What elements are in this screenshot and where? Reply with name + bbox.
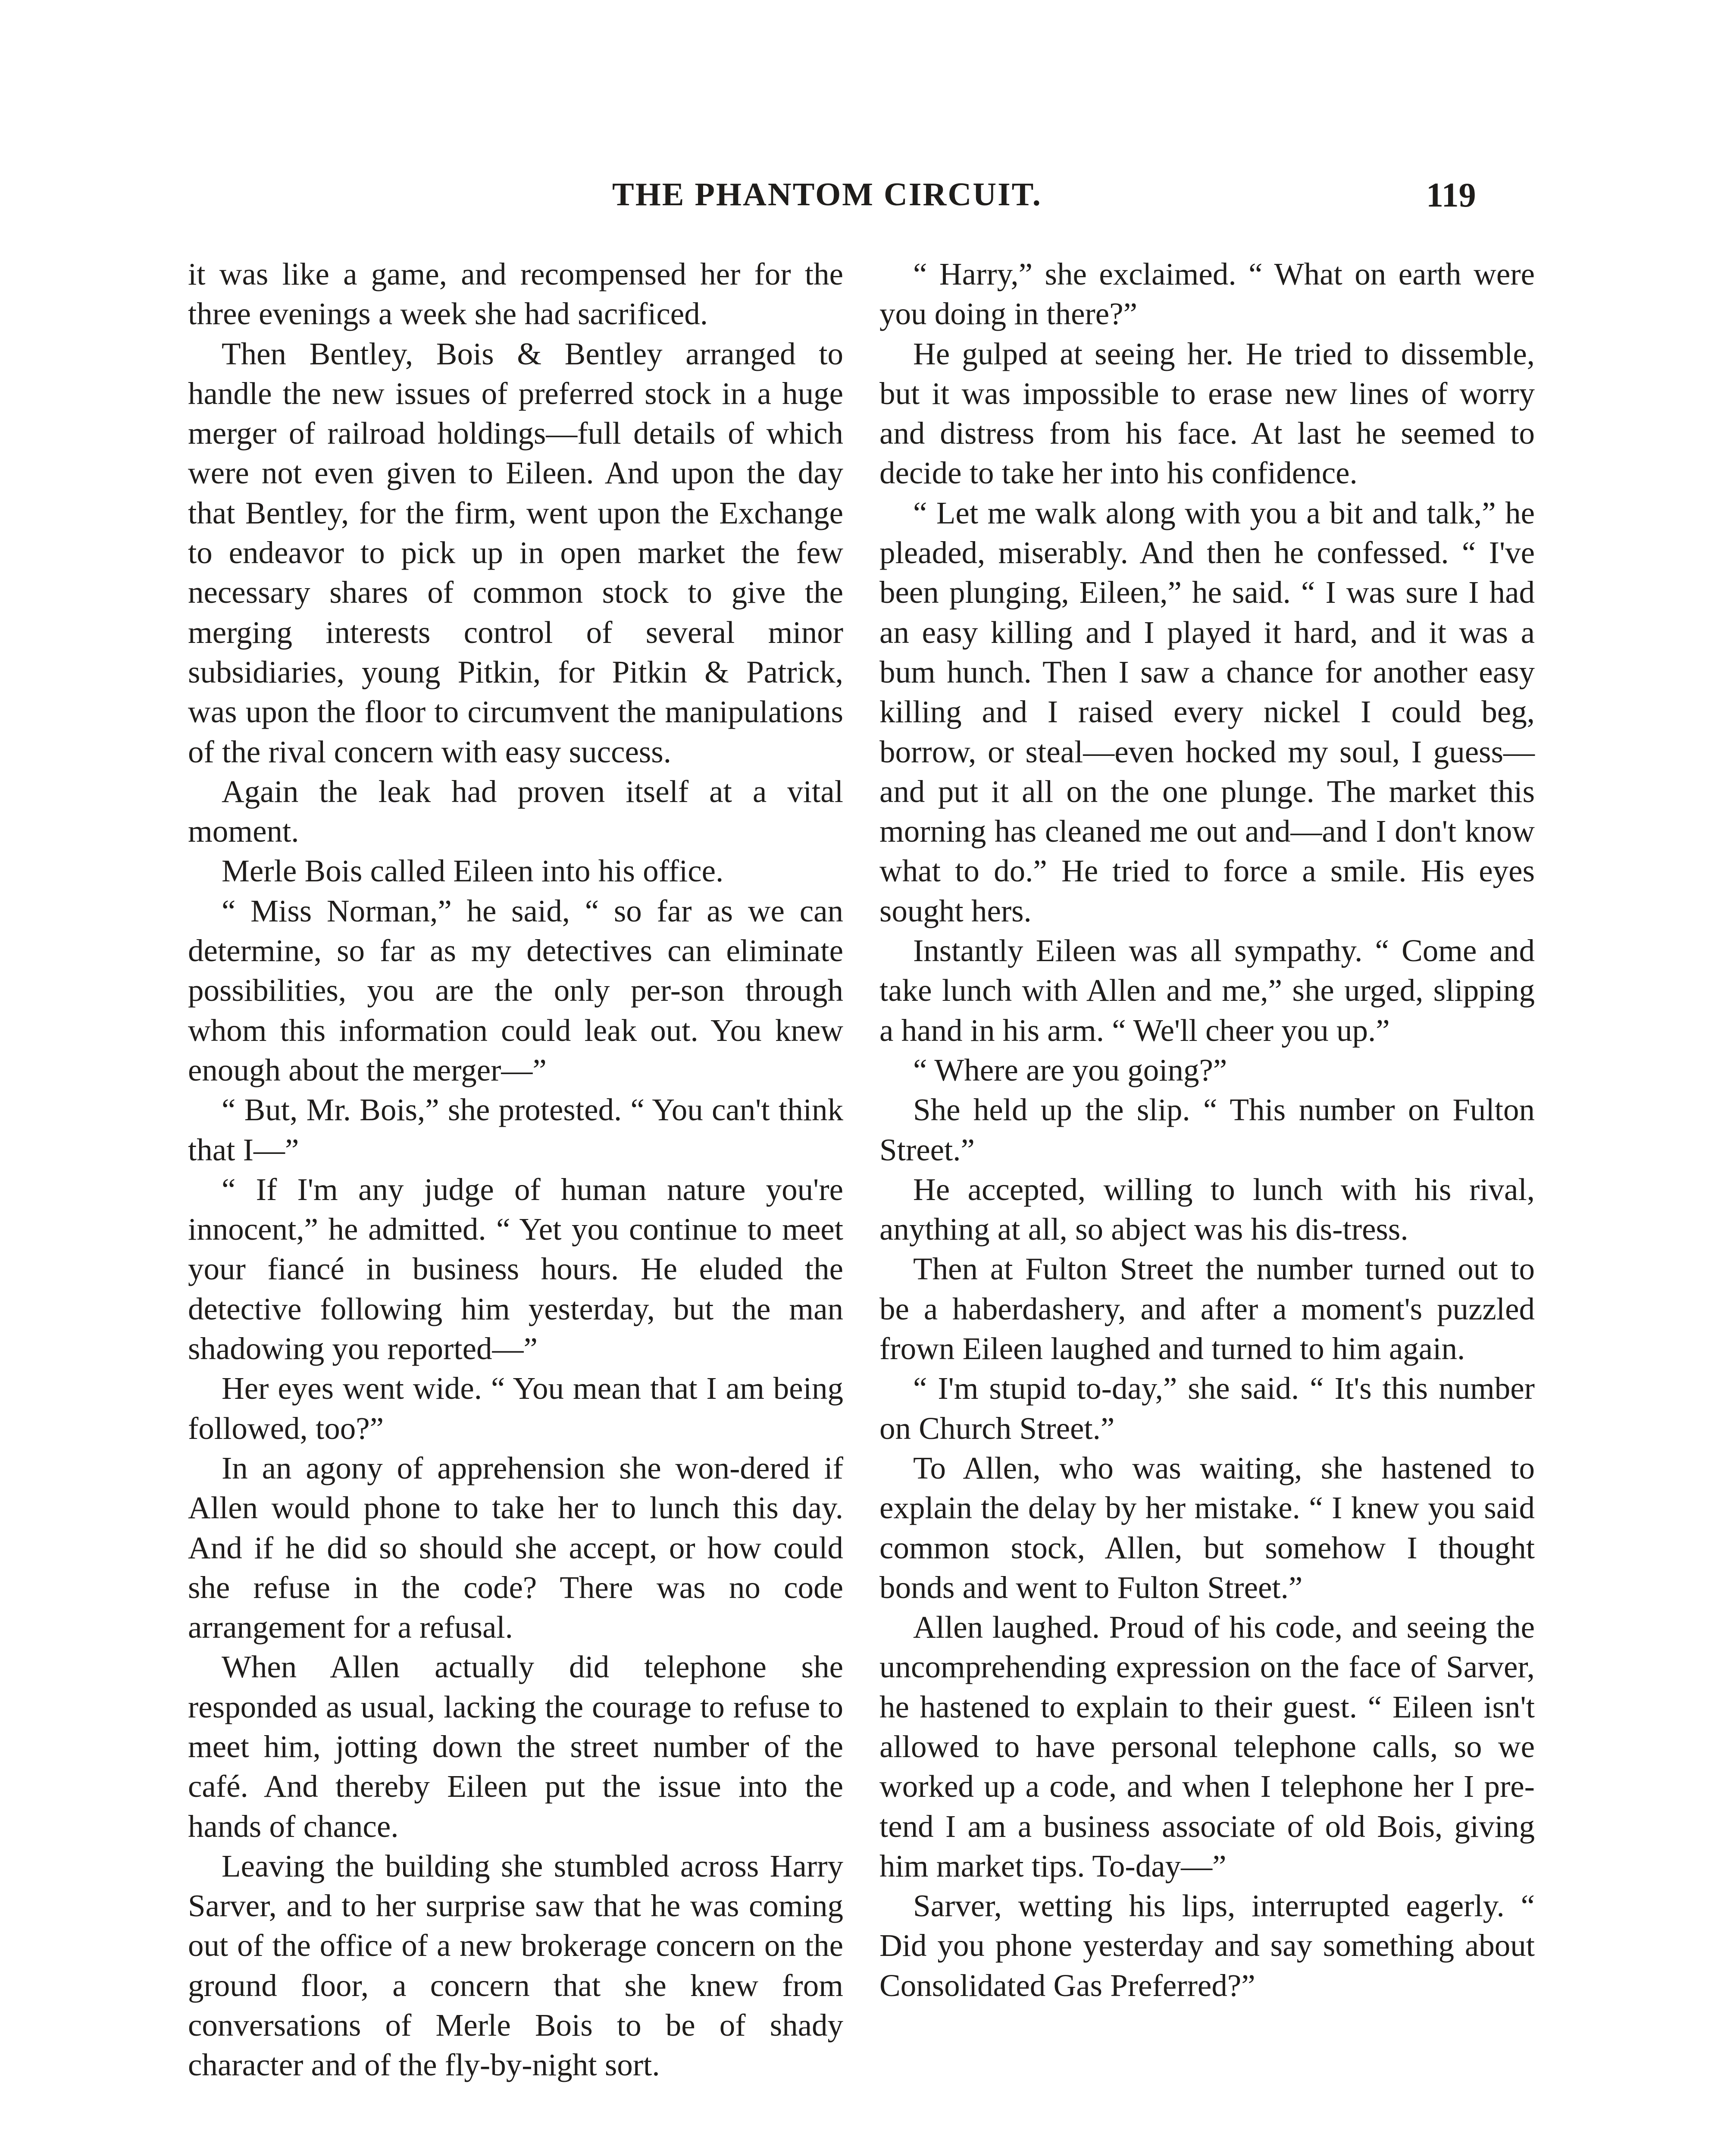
- paragraph: Then Bentley, Bois & Bentley arranged to handle the new issues of preferred stock in a huge merger of railroad holdings—full details of which were not even given to Eileen. And upon the day that Bentley, for the firm, went upon the Exchange to endeavor to pick up in open market the few necessary shares of common stock to give the merging interests control of several minor subsidiaries, young Pitkin, for Pitkin & Patrick, was upon the floor to circumvent the manipulations of the rival concern with easy success.: [188, 336, 843, 769]
- paragraph: When Allen actually did telephone she responded as usual, lacking the courage to refuse to meet him, jotting down the street number of the café. And thereby Eileen put the issue into the hands of chance.: [188, 1649, 843, 1844]
- paragraph: “ If I'm any judge of human nature you're innocent,” he admitted. “ Yet you continue to meet your fiancé in business hours. He eluded the detective following him yesterday, but the man shadowing you reported—”: [188, 1172, 843, 1366]
- paragraph: it was like a game, and recompensed her for the three evenings a week she had sacrificed.: [188, 257, 843, 332]
- paragraph: Allen laughed. Proud of his code, and seeing the uncomprehending expression on the face of Sarver, he hastened to explain to their guest. “ Eileen isn't allowed to have personal telephone calls, so we worked up a code, and when I telephone her I pre-tend I am a business associate of old Bois, giving him market tips. To-day—”: [879, 1610, 1535, 1883]
- right-column: [879, 254, 1535, 2006]
- paragraph: To Allen, who was waiting, she hastened to explain the delay by her mistake. “ I knew you said common stock, Allen, but somehow I thought bonds and went to Fulton Street.”: [879, 1450, 1535, 1605]
- paragraph: “ I'm stupid to-day,” she said. “ It's this number on Church Street.”: [879, 1371, 1535, 1446]
- paragraph: Leaving the building she stumbled across Harry Sarver, and to her surprise saw that he was coming out of the office of a new brokerage concern on the ground floor, a concern that she knew from conversations of Merle Bois to be of shady character and of the fly-by-night sort.: [188, 1848, 843, 2083]
- paragraph: “ But, Mr. Bois,” she protested. “ You can't think that I—”: [188, 1092, 843, 1167]
- paragraph: “ Miss Norman,” he said, “ so far as we can determine, so far as my detectives can eliminate possibilities, you are the only per-son through whom this information could leak out. You knew enough about the merger—”: [188, 893, 843, 1087]
- paragraph: Her eyes went wide. “ You mean that I am being followed, too?”: [188, 1371, 843, 1446]
- paragraph: “ Where are you going?”: [913, 1052, 1227, 1087]
- paragraph: Again the leak had proven itself at a vital moment.: [188, 774, 843, 849]
- paragraph: Merle Bois called Eileen into his office.: [222, 853, 724, 889]
- paragraph: He gulped at seeing her. He tried to dissemble, but it was impossible to erase new lines of worry and distress from his face. At last he seemed to decide to take her into his confidence.: [879, 336, 1535, 491]
- paragraph: In an agony of apprehension she won-dered if Allen would phone to take her to lunch this day. And if he did so should she accept, or how could she refuse in the code? There was no code arrangement for a refusal.: [188, 1450, 843, 1645]
- paragraph: “ Harry,” she exclaimed. “ What on earth were you doing in there?”: [879, 257, 1535, 332]
- paragraph: He accepted, willing to lunch with his rival, anything at all, so abject was his dis-tress.: [879, 1172, 1535, 1247]
- paragraph: “ Let me walk along with you a bit and talk,” he pleaded, miserably. And then he confessed. “ I've been plunging, Eileen,” he said. “ I was sure I had an easy killing and I played it hard, and it was a bum hunch. Then I saw a chance for another easy killing and I raised every nickel I could beg, borrow, or steal—even hocked my soul, I guess—and put it all on the one plunge. The market this morning has cleaned me out and—and I don't know what to do.” He tried to force a smile. His eyes sought hers.: [879, 495, 1535, 928]
- paragraph: Sarver, wetting his lips, interrupted eagerly. “ Did you phone yesterday and say something about Consolidated Gas Preferred?”: [879, 1888, 1535, 2003]
- paragraph: Then at Fulton Street the number turned out to be a haberdashery, and after a moment's puzzled frown Eileen laughed and turned to him again.: [879, 1251, 1535, 1366]
- paragraph: Instantly Eileen was all sympathy. “ Come and take lunch with Allen and me,” she urged, slipping a hand in his arm. “ We'll cheer you up.”: [879, 933, 1535, 1048]
- paragraph: She held up the slip. “ This number on Fulton Street.”: [879, 1092, 1535, 1167]
- running-head: THE PHANTOM CIRCUIT.: [612, 176, 1042, 213]
- left-column: [188, 254, 843, 2085]
- page-number: 119: [1426, 176, 1476, 214]
